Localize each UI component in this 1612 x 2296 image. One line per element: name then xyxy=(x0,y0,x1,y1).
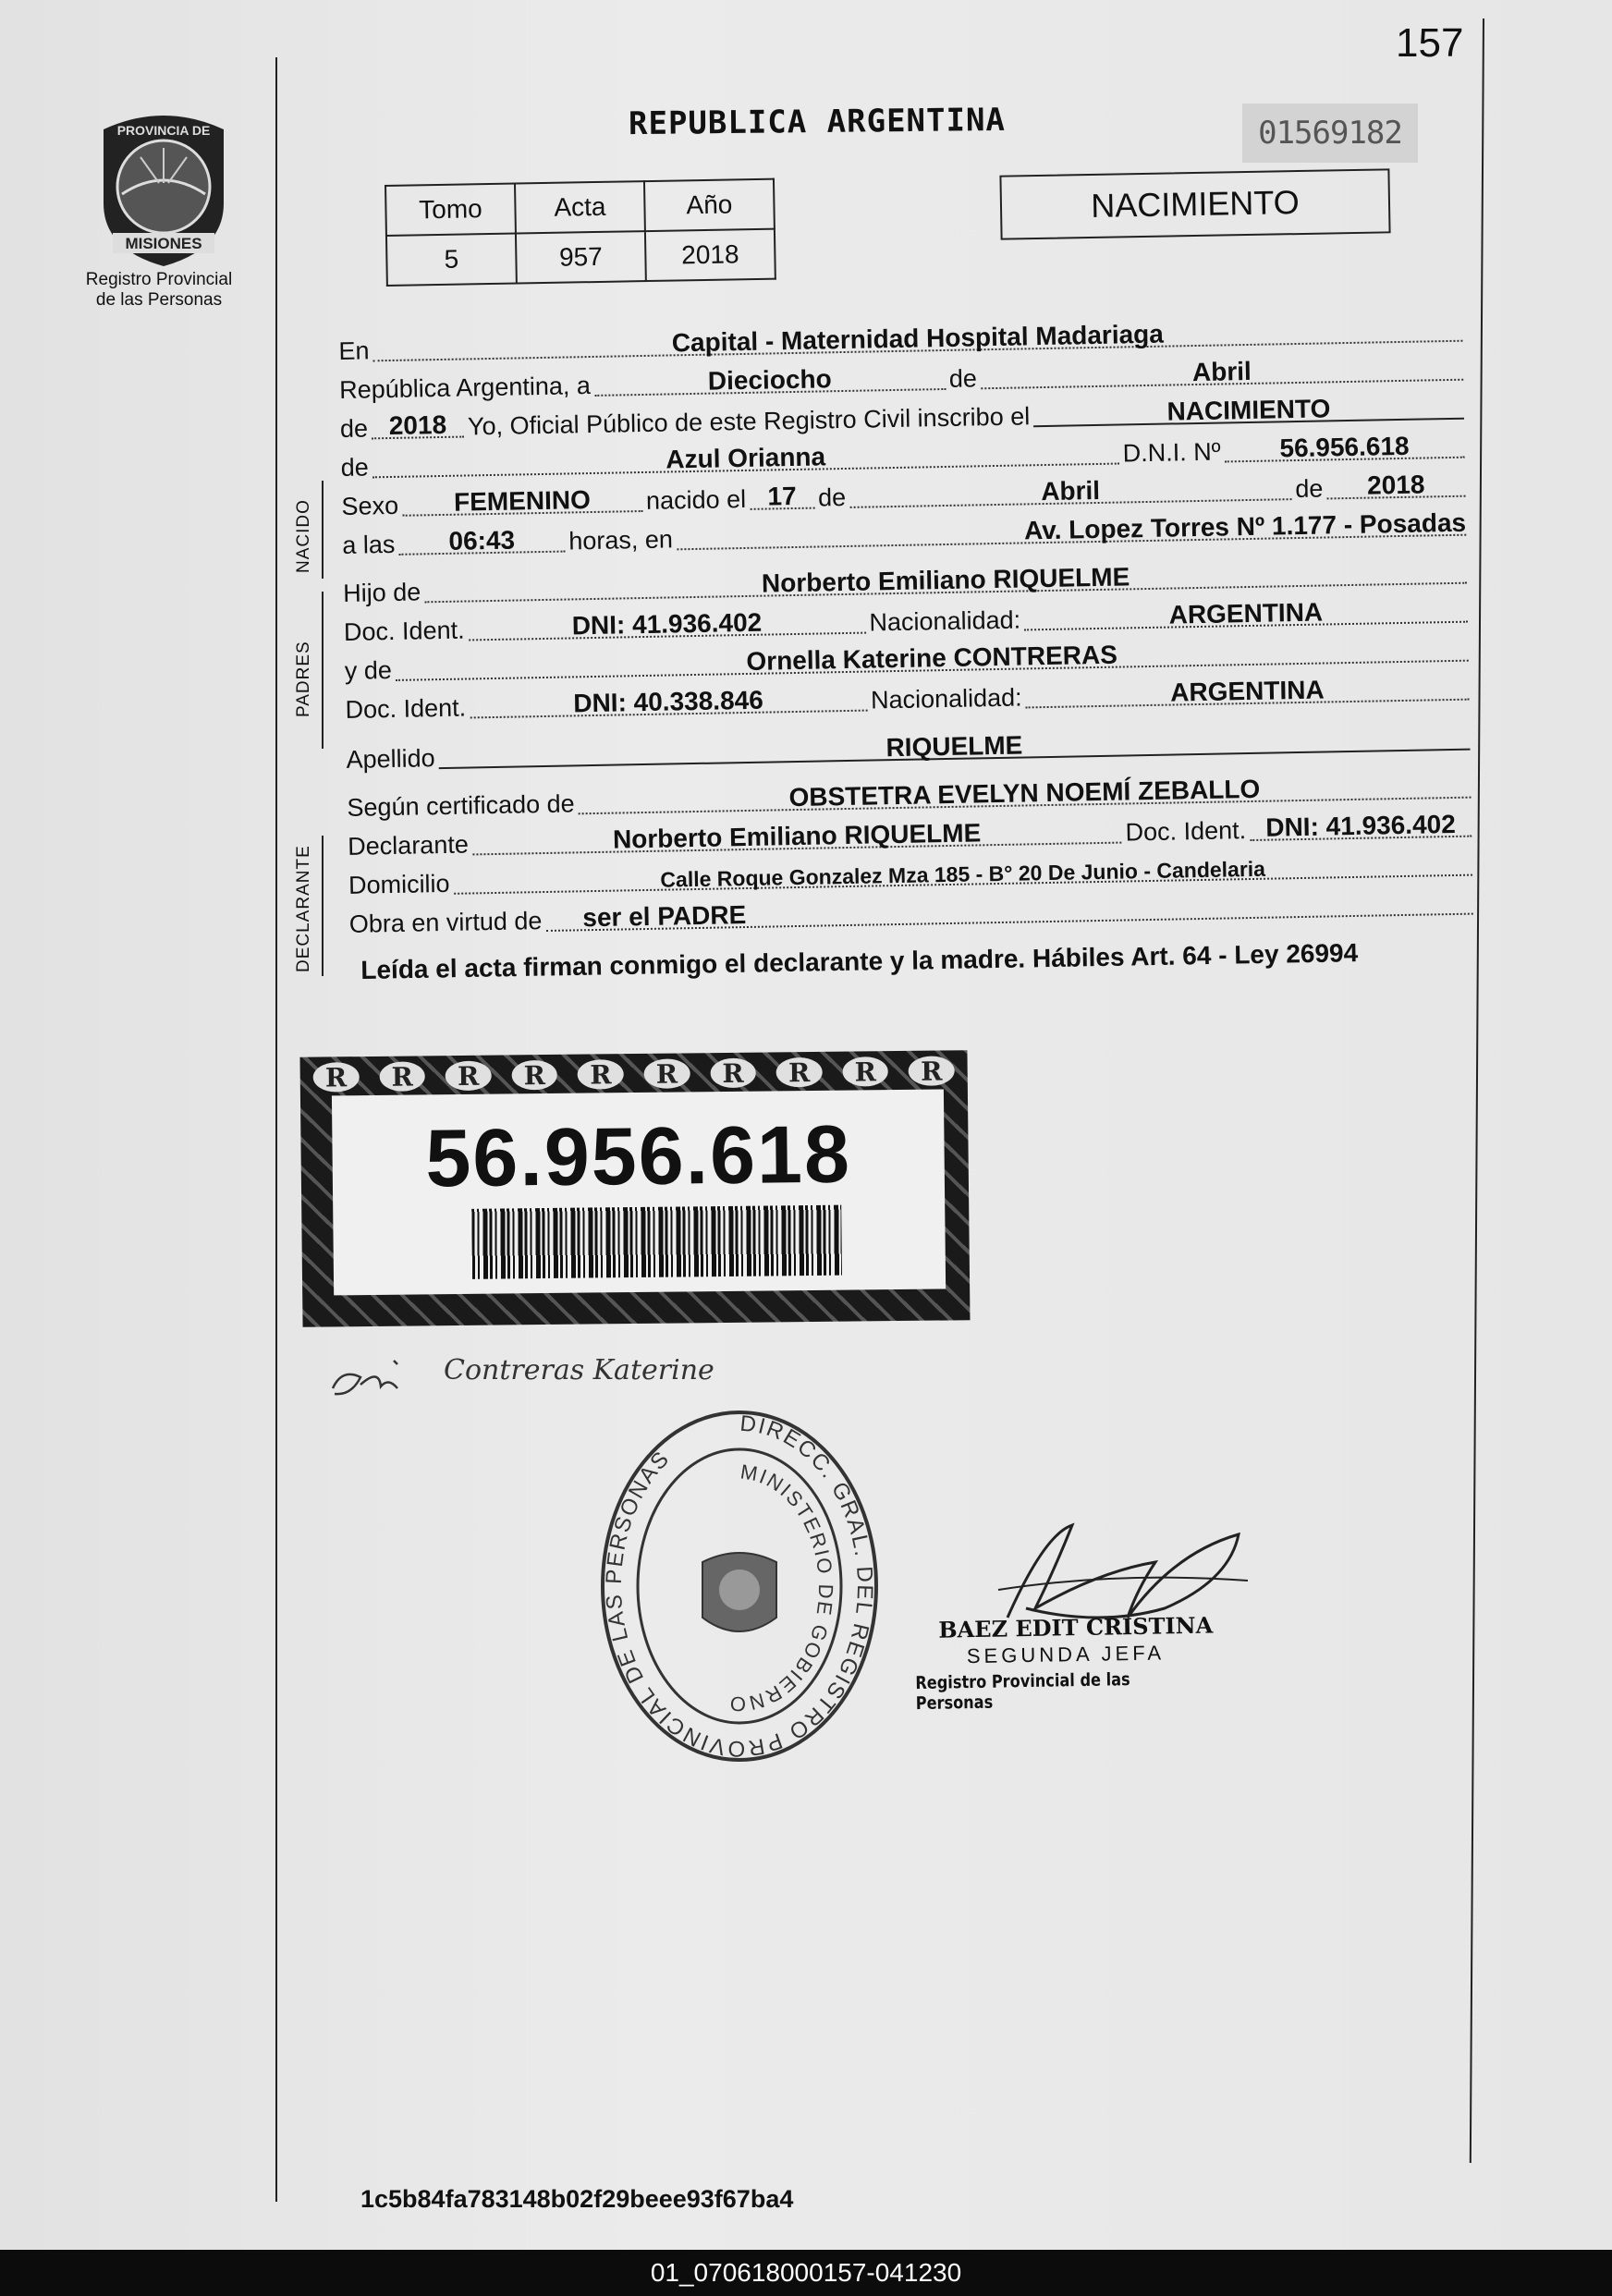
registry-table xyxy=(385,178,776,287)
sex-value: FEMENINO xyxy=(453,485,592,517)
anio-value: 2018 xyxy=(645,229,775,281)
day-words-value: Dieciocho xyxy=(707,364,832,396)
file-name-footer: 01_070618000157-041230 xyxy=(0,2250,1612,2296)
mother-name-value: Ornella Katerine CONTRERAS xyxy=(746,640,1118,676)
declarant-name-value: Norberto Emiliano RIQUELME xyxy=(612,818,982,854)
mother-doc-row: Doc. Ident. DNI: 40.338.846 Nacionalidad: ARGENTINA xyxy=(345,667,1473,727)
birth-record-form xyxy=(338,309,1477,941)
certificate-row: Según certificado de OBSTETRA EVELYN NOEMÍ ZEBALLO xyxy=(347,765,1475,824)
birth-month-value: Abril xyxy=(1040,475,1101,507)
birth-time-place-row: a las 06:43 horas, en Av. Lopez Torres Nº 1.177 - Posadas xyxy=(342,507,1467,559)
document-type-box: NACIMIENTO xyxy=(999,168,1390,239)
declarante-section-label: DECLARANTE xyxy=(294,845,313,972)
place-row: En Capital - Maternidad Hospital Madariaga xyxy=(338,309,1467,368)
nacido-section-line xyxy=(322,481,324,579)
mother-nationality-value: ARGENTINA xyxy=(1169,675,1325,707)
tomo-value: 5 xyxy=(386,234,517,286)
child-name-row: de Azul Orianna D.N.I. Nº 56.956.618 xyxy=(340,425,1469,484)
document-hash: 1c5b84fa783148b02f29beee93f67ba4 xyxy=(360,2185,794,2213)
handwritten-signature-mother xyxy=(324,1340,749,1405)
nacido-section-label: NACIDO xyxy=(294,499,313,573)
child-name-value: Azul Orianna xyxy=(666,442,826,474)
acta-header: Acta xyxy=(515,181,645,233)
anio-header: Año xyxy=(644,179,775,231)
official-name: BAEZ EDIT CRISTINA xyxy=(938,1611,1214,1643)
birth-day-value: 17 xyxy=(767,481,797,511)
certificate-value: OBSTETRA EVELYN NOEMÍ ZEBALLO xyxy=(788,774,1261,812)
right-margin-line xyxy=(1470,18,1484,2163)
official-office: Registro Provincial de las Personas xyxy=(915,1669,1130,1715)
place-value: Capital - Maternidad Hospital Madariaga xyxy=(671,319,1165,358)
page-number: 157 xyxy=(1396,20,1464,66)
padres-section-line xyxy=(322,592,324,749)
official-role: SEGUNDA JEFA xyxy=(966,1641,1166,1668)
declarante-section-line xyxy=(322,836,324,976)
address-value: Calle Roque Gonzalez Mza 185 - B° 20 De Junio - Candelaria xyxy=(660,856,1266,892)
official-block xyxy=(914,1611,1249,1714)
surname-value: RIQUELME xyxy=(885,730,1023,763)
document-title: REPUBLICA ARGENTINA xyxy=(628,101,1007,143)
svg-text:MINISTERIO DE GOBIERNO: MINISTERIO DE GOBIERNO xyxy=(727,1459,838,1716)
tomo-header: Tomo xyxy=(385,184,516,236)
barcode xyxy=(471,1205,842,1279)
official-seal xyxy=(592,1405,887,1775)
address-row: Domicilio Calle Roque Gonzalez Mza 185 - B° 20 De Junio - Candelaria xyxy=(348,843,1477,902)
year-value: 2018 xyxy=(388,409,447,441)
month-value: Abril xyxy=(1191,356,1252,387)
reason-value: ser el PADRE xyxy=(582,900,747,933)
declarant-doc-value: DNI: 41.936.402 xyxy=(1265,809,1457,842)
father-doc-value: DNI: 41.936.402 xyxy=(571,607,763,641)
declarant-row: Declarante Norberto Emiliano RIQUELME Doc. Ident. DNI: 41.936.402 xyxy=(348,804,1476,863)
father-nationality-value: ARGENTINA xyxy=(1168,597,1324,629)
reason-row: Obra en virtud de ser el PADRE xyxy=(348,882,1477,941)
mother-doc-value: DNI: 40.338.846 xyxy=(573,685,764,718)
acta-value: 957 xyxy=(516,231,646,283)
stamp-letter-row: R R R R R R R R R R xyxy=(304,1054,964,1093)
emblem-text-bottom: MISIONES xyxy=(125,235,202,252)
province-emblem xyxy=(85,111,242,268)
padres-section-label: PADRES xyxy=(294,641,313,717)
date-row: República Argentina, a Dieciocho de Abril xyxy=(339,348,1468,407)
stamp-number: 56.956.618 xyxy=(424,1107,852,1204)
closing-statement: Leída el acta firman conmigo el declarante y la madre. Hábiles Art. 64 - Ley 26994 xyxy=(360,938,1359,984)
birth-year-value: 2018 xyxy=(1366,470,1425,500)
father-doc-row: Doc. Ident. DNI: 41.936.402 Nacionalidad: ARGENTINA xyxy=(344,590,1472,649)
father-row: Hijo de Norberto Emiliano RIQUELME xyxy=(343,551,1472,610)
birth-time-value: 06:43 xyxy=(448,525,516,556)
logo-caption: Registro Provincial de las Personas xyxy=(85,270,233,310)
sex-birthdate-row: Sexo FEMENINO nacido el 17 de Abril de 2018 xyxy=(341,464,1470,523)
svg-text:Contreras Katerine: Contreras Katerine xyxy=(444,1354,714,1386)
left-margin-line xyxy=(275,57,277,2202)
child-dni-value: 56.956.618 xyxy=(1279,431,1410,463)
serial-number: 01569182 xyxy=(1242,104,1418,163)
surname-row: Apellido RIQUELME xyxy=(346,717,1474,776)
birth-place-value: Av. Lopez Torres Nº 1.177 - Posadas xyxy=(1023,507,1467,545)
mother-row: y de Ornella Katerine CONTRERAS xyxy=(344,629,1472,688)
father-name-value: Norberto Emiliano RIQUELME xyxy=(761,562,1130,598)
inscription-row: de 2018 Yo, Oficial Público de este Registro Civil inscribo el NACIMIENTO xyxy=(340,386,1469,446)
inscribo-value: NACIMIENTO xyxy=(1166,394,1331,426)
emblem-text-top: PROVINCIA DE xyxy=(116,123,211,138)
svg-text:DIRECC. GRAL. DEL REGISTRO PRO: DIRECC. GRAL. DEL REGISTRO PROVINCIAL DE LAS PERSONAS xyxy=(601,1411,878,1762)
dni-stamp xyxy=(299,1050,970,1327)
